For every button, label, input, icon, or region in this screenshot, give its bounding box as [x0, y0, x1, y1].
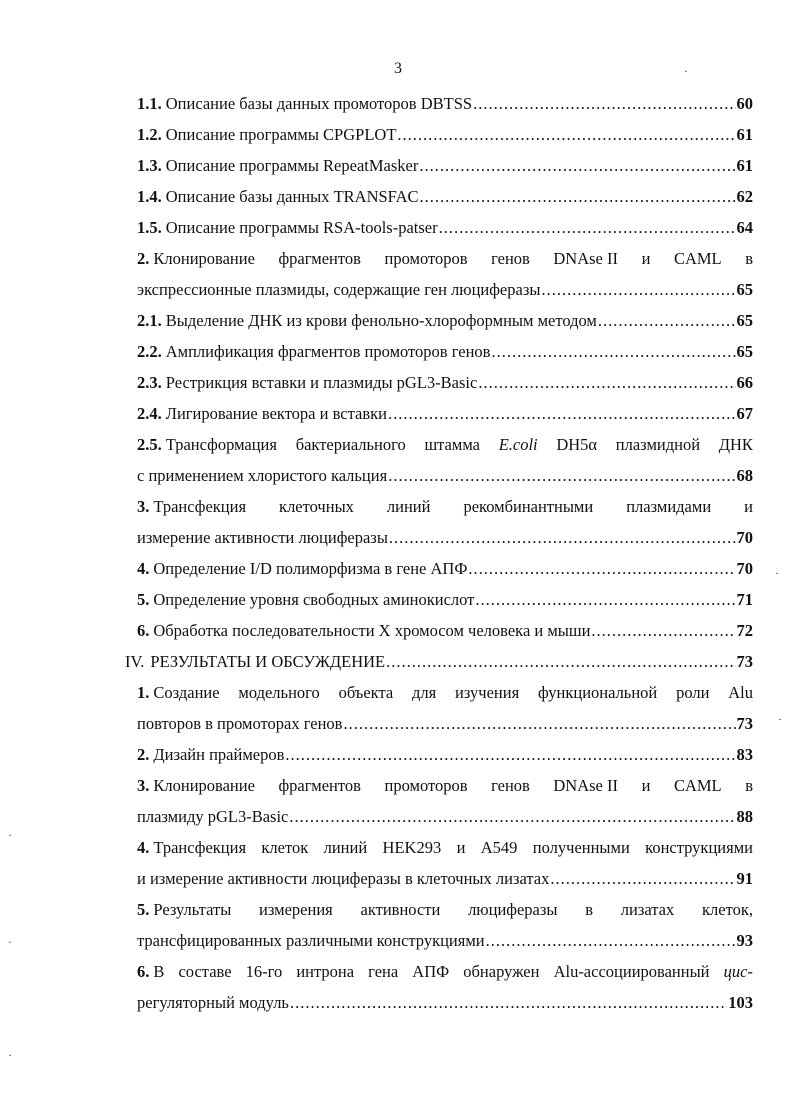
dot-leader [285, 739, 735, 770]
entry-page: 62 [736, 187, 753, 206]
toc-entry [137, 181, 753, 212]
toc-entry [137, 119, 753, 150]
toc-entry [137, 832, 753, 894]
entry-title-word: АПФ [412, 962, 450, 981]
entry-title-continued: измерение активности люциферазы [137, 528, 388, 547]
dot-leader [419, 150, 735, 181]
entry-number: 1.3. [137, 156, 162, 175]
entry-number: 4. [137, 838, 150, 857]
entry-page: 70 [736, 528, 753, 547]
entry-title-word: линий [386, 497, 431, 516]
entry-page: 66 [736, 373, 753, 392]
entry-title-word: в [745, 249, 753, 268]
toc-entry [137, 367, 753, 398]
entry-title-word: промоторов [384, 776, 468, 795]
dot-leader [468, 553, 735, 584]
entry-number: 5. [137, 590, 150, 609]
entry-number: 1.5. [137, 218, 162, 237]
scan-speck: · [8, 935, 12, 949]
entry-page: 65 [736, 280, 753, 299]
entry-title: Описание программы CPGPLOT [165, 125, 397, 144]
entry-title-word: клеток [261, 838, 309, 857]
entry-title-word: модельного [238, 683, 320, 702]
entry-title-word: клеточных [279, 497, 354, 516]
dot-leader [473, 88, 735, 119]
entry-page: 68 [736, 466, 753, 485]
toc-entry [137, 553, 753, 584]
entry-title-word: клеток, [702, 900, 753, 919]
entry-page: 60 [736, 94, 753, 113]
entry-title-word: Alu-ассоциированный [553, 962, 710, 981]
dot-leader [491, 336, 735, 367]
toc-entry [137, 956, 753, 1018]
entry-title-word: 6. В [137, 962, 165, 981]
toc-entry [137, 305, 753, 336]
entry-title-continued: с применением хлористого кальция [137, 466, 388, 485]
entry-number: 5. [137, 900, 150, 919]
dot-leader [591, 615, 735, 646]
entry-number: 1.2. [137, 125, 162, 144]
entry-title-word: 2.5. Трансформация [137, 435, 277, 454]
toc-entry [137, 770, 753, 832]
entry-title-word: ДНК [718, 435, 753, 454]
entry-title: Определение уровня свободных аминокислот [153, 590, 475, 609]
entry-number: IV. [125, 652, 145, 671]
entry-title-word: и [641, 249, 651, 268]
scan-speck: · [775, 566, 779, 580]
entry-title: Дизайн праймеров [153, 745, 285, 764]
entry-title-word: 2. Клонирование [137, 249, 255, 268]
dot-leader [388, 398, 736, 429]
dot-leader [397, 119, 735, 150]
entry-title-word: фрагментов [278, 776, 361, 795]
entry-page: 64 [736, 218, 753, 237]
entry-title-continued: трансфицированных различными конструкциями [137, 931, 485, 950]
page-number: 3 [394, 60, 402, 77]
entry-title-word: 3. Трансфекция [137, 497, 247, 516]
entry-title-word: CAML [673, 776, 722, 795]
entry-title-word: промоторов [384, 249, 468, 268]
dot-leader [290, 987, 727, 1018]
scan-speck: · [778, 712, 782, 726]
scan-speck: · [684, 64, 688, 78]
entry-number: 3. [137, 776, 150, 795]
entry-title: Определение I/D полиморфизма в гене АПФ [153, 559, 468, 578]
dot-leader [541, 274, 735, 305]
entry-title-word: HEK293 [382, 838, 442, 857]
entry-title-word: Alu [728, 683, 753, 702]
entry-title-word: 4. Трансфекция [137, 838, 247, 857]
entry-title-word: полученными [532, 838, 630, 857]
toc-entry [137, 615, 753, 646]
entry-title-word: плазмидами [626, 497, 712, 516]
entry-title: Описание программы RSA-tools-patser [165, 218, 438, 237]
entry-title-word: лизатах [620, 900, 675, 919]
entry-title: Амплификация фрагментов промоторов генов [165, 342, 491, 361]
toc-entry [137, 429, 753, 491]
entry-title-word: интрона [296, 962, 355, 981]
dot-leader [289, 801, 735, 832]
entry-page: 73 [736, 652, 753, 671]
dot-leader [386, 646, 735, 677]
entry-title-word: DNAse II [553, 776, 618, 795]
entry-title: Лигирование вектора и вставки [165, 404, 387, 423]
entry-page: 61 [736, 125, 753, 144]
entry-title-word: плазмидной [615, 435, 701, 454]
toc-entry [137, 894, 753, 956]
entry-number: 6. [137, 962, 150, 981]
toc-entry [137, 212, 753, 243]
entry-title-continued: плазмиду pGL3-Basic [137, 807, 289, 826]
entry-title: Описание базы данных промоторов DBTSS [165, 94, 473, 113]
entry-title-word: A549 [480, 838, 518, 857]
entry-title-word: 16-го [245, 962, 283, 981]
entry-title-word: роли [676, 683, 710, 702]
entry-page: 65 [736, 311, 753, 330]
entry-title-continued: повторов в промоторах генов [137, 714, 343, 733]
toc-entry [137, 398, 753, 429]
entry-page: 67 [736, 404, 753, 423]
entry-title-word: и [641, 776, 651, 795]
table-of-contents [125, 88, 753, 1018]
entry-page: 72 [736, 621, 753, 640]
entry-title-word: объекта [338, 683, 394, 702]
entry-title-word: DH5α [556, 435, 598, 454]
entry-title-word: фрагментов [278, 249, 361, 268]
entry-title: Выделение ДНК из крови фенольно-хлороформным методом [165, 311, 597, 330]
entry-title-word: люциферазы [468, 900, 558, 919]
entry-title-word: активности [360, 900, 441, 919]
entry-page: 83 [736, 745, 753, 764]
entry-title: Обработка последовательности X хромосом человека и мыши [153, 621, 591, 640]
dot-leader [475, 584, 735, 615]
toc-entry [137, 88, 753, 119]
entry-page: 88 [736, 807, 753, 826]
entry-title-word: гена [368, 962, 399, 981]
entry-title-continued: и измерение активности люциферазы в клеточных лизатах [137, 869, 550, 888]
entry-page: 93 [736, 931, 753, 950]
entry-title-word: генов [491, 776, 530, 795]
entry-title: Описание программы RepeatMasker [165, 156, 419, 175]
entry-title-word: функциональной [537, 683, 658, 702]
entry-title-word: CAML [673, 249, 722, 268]
dot-leader [550, 863, 735, 894]
entry-page: 71 [736, 590, 753, 609]
entry-title-word: штамма [424, 435, 480, 454]
entry-number: 2.5. [137, 435, 162, 454]
entry-title-word: и [744, 497, 753, 516]
entry-title-word: и [456, 838, 466, 857]
dot-leader [478, 367, 735, 398]
entry-title: Рестрикция вставки и плазмиды pGL3-Basic [165, 373, 478, 392]
toc-entry [137, 491, 753, 553]
toc-chapter-heading [125, 646, 753, 677]
entry-number: 2. [137, 745, 150, 764]
entry-title-word: E.coli [498, 435, 538, 454]
scan-speck: · [8, 828, 12, 842]
entry-number: 2.4. [137, 404, 162, 423]
entry-title-word: в [745, 776, 753, 795]
entry-page: 70 [736, 559, 753, 578]
toc-entry [137, 243, 753, 305]
dot-leader [388, 460, 735, 491]
toc-entry [137, 150, 753, 181]
entry-title-word: генов [491, 249, 530, 268]
entry-title-word: бактериального [295, 435, 406, 454]
entry-title-word: 5. Результаты [137, 900, 232, 919]
entry-title-word: цис- [723, 962, 753, 981]
entry-page: 103 [728, 993, 753, 1012]
entry-title-word: DNAse II [553, 249, 618, 268]
dot-leader [598, 305, 736, 336]
entry-number: 1. [137, 683, 150, 702]
entry-title-word: в [585, 900, 594, 919]
entry-title-word: рекомбинантными [463, 497, 594, 516]
dot-leader [420, 181, 736, 212]
entry-number: 1.1. [137, 94, 162, 113]
entry-title-word: 3. Клонирование [137, 776, 255, 795]
entry-title-word: линий [323, 838, 368, 857]
entry-page: 73 [736, 714, 753, 733]
entry-title-continued: экспрессионные плазмиды, содержащие ген люциферазы [137, 280, 541, 299]
dot-leader [343, 708, 735, 739]
entry-title-word: для [412, 683, 437, 702]
entry-title-word: конструкциями [645, 838, 753, 857]
entry-title-word: изучения [455, 683, 520, 702]
entry-number: 2.1. [137, 311, 162, 330]
entry-title: РЕЗУЛЬТАТЫ И ОБСУЖДЕНИЕ [150, 652, 386, 671]
entry-number: 2.2. [137, 342, 162, 361]
toc-entry [137, 739, 753, 770]
entry-page: 65 [736, 342, 753, 361]
scan-speck: · [8, 1048, 12, 1062]
entry-number: 4. [137, 559, 150, 578]
entry-title-continued: регуляторный модуль [137, 993, 289, 1012]
dot-leader [389, 522, 736, 553]
dot-leader [486, 925, 736, 956]
entry-number: 1.4. [137, 187, 162, 206]
entry-page: 61 [736, 156, 753, 175]
entry-title-word: составе [178, 962, 232, 981]
toc-entry [137, 336, 753, 367]
entry-number: 3. [137, 497, 150, 516]
toc-entry [137, 677, 753, 739]
entry-number: 6. [137, 621, 150, 640]
dot-leader [439, 212, 736, 243]
toc-entry [137, 584, 753, 615]
entry-page: 91 [736, 869, 753, 888]
entry-title: Описание базы данных TRANSFAC [165, 187, 419, 206]
entry-number: 2. [137, 249, 150, 268]
entry-title-word: обнаружен [463, 962, 540, 981]
entry-title-word: измерения [259, 900, 333, 919]
entry-number: 2.3. [137, 373, 162, 392]
entry-title-word: 1. Создание [137, 683, 220, 702]
